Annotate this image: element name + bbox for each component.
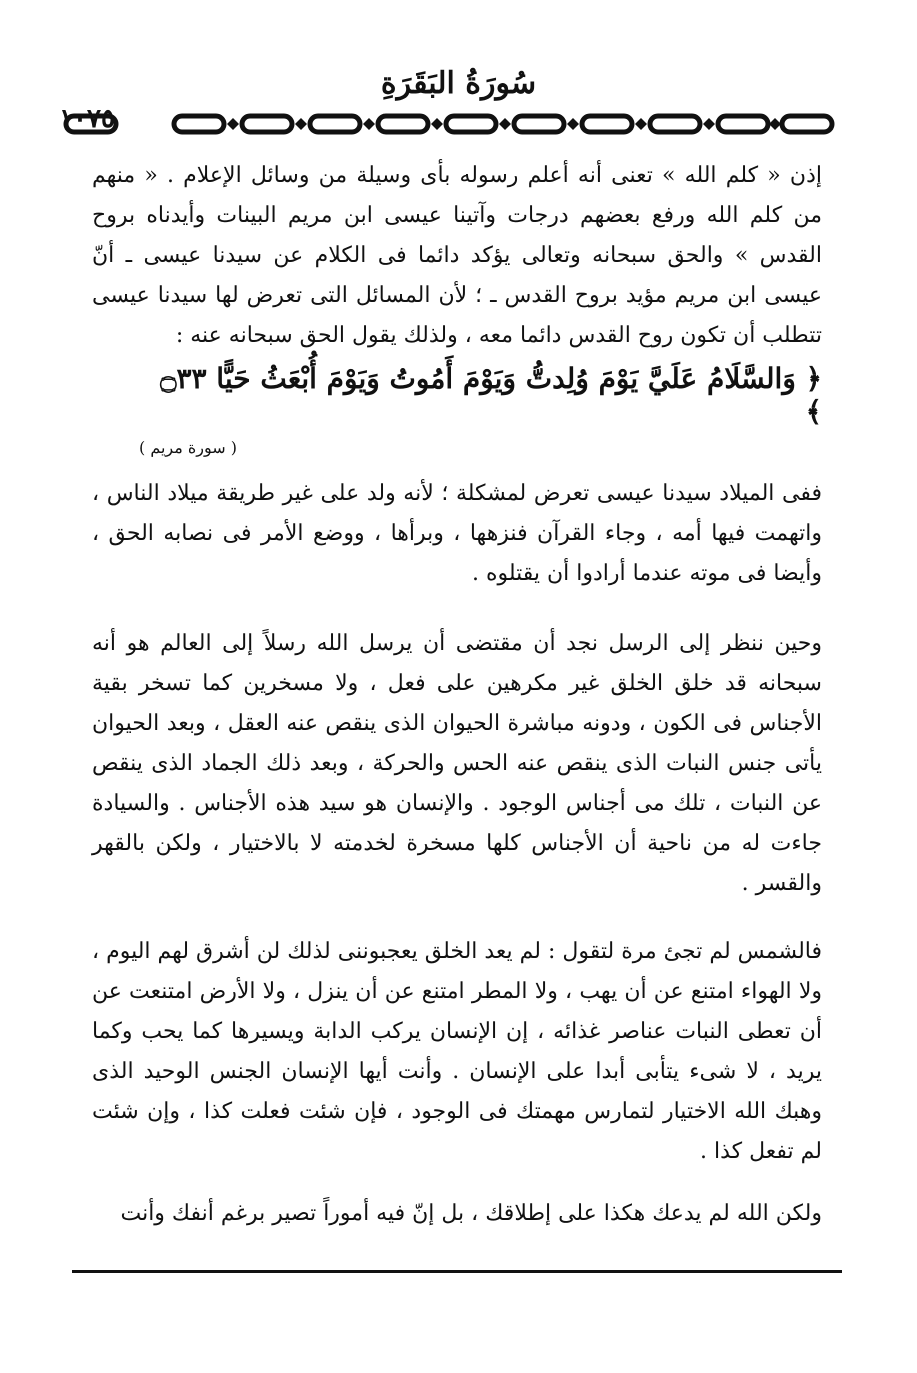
- paragraph-4: فالشمس لم تجئ مرة لتقول : لم يعد الخلق يعجبوننى لذلك لن أشرق لهم اليوم ، ولا الهواء امتنع عن أن يهب ، ولا المطر امتنع عن أن ينزل ، ولا الأرض امتنعت عن أن تعطى النبات عناصر غذائه ، إن الإنسان يركب الدابة ويسيرها كما يحب وكما يريد ، لا شىء يتأبى أبدا على الإنسان . وأنت أيها الإنسان الجنس الوحيد الذى وهبك الله الاختيار لتمارس مهمتك فى الوجود ، فإن شئت فعلت كذا ، وإن شئت لم تفعل كذا .: [92, 939, 822, 1164]
- paragraph-3: وحين ننظر إلى الرسل نجد أن مقتضى أن يرسل الله رسلاً إلى العالم هو أنه سبحانه قد خلق الخلق غير مكرهين على فعل ، ولا مسخرين كما تسخر بقية الأجناس فى الكون ، ودونه مباشرة الحيوان الذى ينقص عنه العقل ، وبعد الحيوان يأتى جنس النبات الذى ينقص عنه الحس والحركة ، وبعد ذلك الجماد الذى ينقص عن النبات ، تلك مى أجناس الوجود . والإنسان هو سيد هذه الأجناس . والسيادة جاءت له من ناحية أن الأجناس كلها مسخرة لخدمته لا بالاختيار ، ولكن بالقهر والقسر .: [92, 631, 822, 896]
- surah-title: سُورَةُ البَقَرَةِ: [380, 66, 537, 101]
- paragraph-2: ففى الميلاد سيدنا عيسى تعرض لمشكلة ؛ لأنه ولد على غير طريقة ميلاد الناس ، واتهمت فيها أمه ، وجاء القرآن فنزهها ، وبرأها ، ووضع الأمر فى نصابه الحق ، وأيضا فى موته عندما أرادوا أن يقتلوه .: [92, 481, 822, 586]
- paragraph-5: ولكن الله لم يدعك هكذا على إطلاقك ، بل إنّ فيه أموراً تصير برغم أنفك وأنت: [120, 1201, 822, 1226]
- ornament-chain-icon: [52, 110, 842, 140]
- paragraph-1: إذن « كلم الله » تعنى أنه أعلم رسوله بأى وسيلة من وسائل الإعلام . « منهم من كلم الله ورفع بعضهم درجات وآتينا عيسى ابن مريم البينات وأيدناه بروح القدس » والحق سبحانه وتعالى يؤكد دائما فى الكلام عن سيدنا عيسى ـ أنّ عيسى ابن مريم مؤيد بروح القدس ـ ؛ لأن المسائل التى تعرض لها سيدنا عيسى تتطلب أن تكون روح القدس دائما معه ، ولذلك يقول الحق سبحانه عنه :: [92, 163, 822, 348]
- surah-reference: ( سورة مريم ): [138, 438, 238, 457]
- quran-verse: ﴿ وَالسَّلَامُ عَلَيَّ يَوْمَ وُلِدتُّ وَيَوْمَ أَمُوتُ وَيَوْمَ أُبْعَثُ حَيًّا ۝٣٣ ﴾: [160, 362, 822, 428]
- page-number: ١٠٧٥: [59, 104, 115, 134]
- footer-rule: [72, 1270, 842, 1273]
- ornamental-border: [52, 104, 842, 140]
